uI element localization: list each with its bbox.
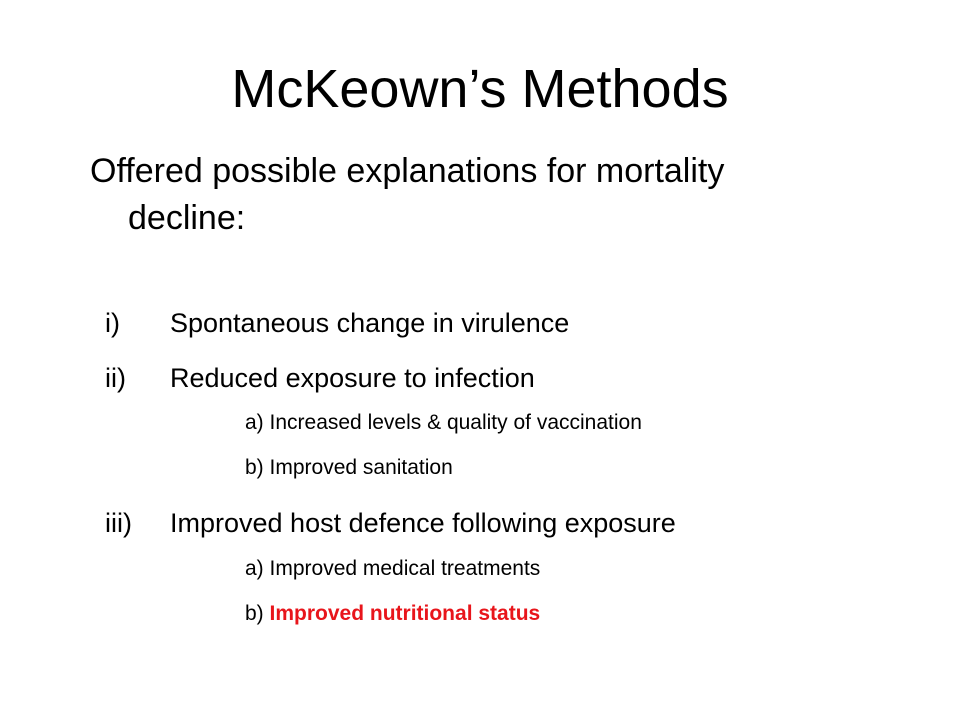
sub-item-text: Increased levels & quality of vaccination <box>269 411 642 434</box>
sub-item-prefix: b) <box>245 456 270 479</box>
list-item-number: i) <box>105 308 120 338</box>
list-item-text: Improved host defence following exposure <box>170 508 676 538</box>
list-item-number: ii) <box>105 363 126 393</box>
intro-text <box>90 148 890 242</box>
slide-title: McKeown’s Methods <box>231 59 729 119</box>
sub-item-iii-b <box>245 600 540 628</box>
sub-item-prefix: a) <box>245 411 270 434</box>
sub-item-ii-a <box>245 409 642 437</box>
sub-item-text: Improved sanitation <box>269 456 453 479</box>
sub-item-text: Improved medical treatments <box>269 557 541 580</box>
list-item-text: Spontaneous change in virulence <box>170 308 570 338</box>
intro-line-1: Offered possible explanations for mortality <box>90 152 725 190</box>
sub-item-ii-b <box>245 454 453 482</box>
list-item-number: iii) <box>105 508 132 538</box>
list-item-text: Reduced exposure to infection <box>170 363 535 393</box>
intro-line-2: decline: <box>128 199 246 237</box>
sub-item-prefix: a) <box>245 557 270 580</box>
sub-item-iii-a <box>245 555 540 583</box>
highlighted-text: Improved nutritional status <box>269 602 541 625</box>
sub-item-prefix: b) <box>245 602 270 625</box>
